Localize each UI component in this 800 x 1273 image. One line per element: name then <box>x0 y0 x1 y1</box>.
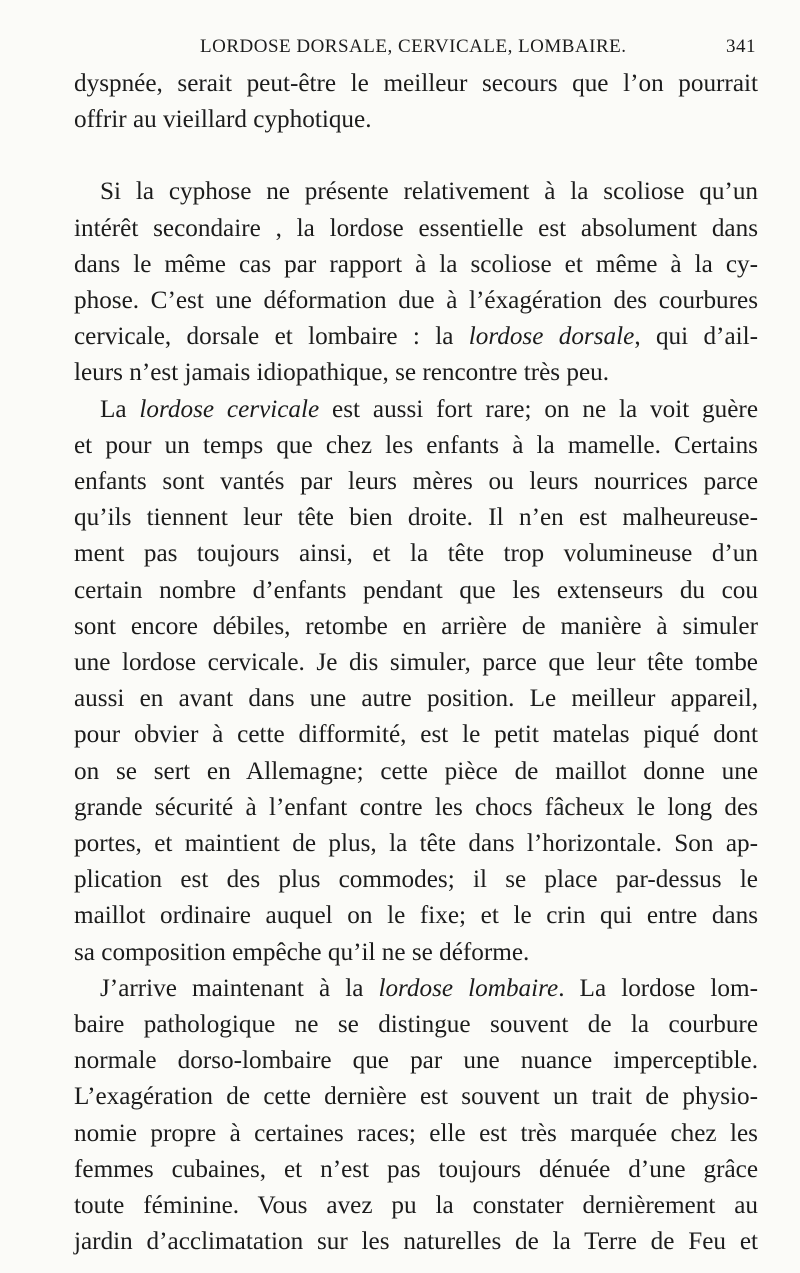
text-line: phose. C’est une déformation due à l’éxagération des courbures <box>74 287 758 315</box>
text-line: baire pathologique ne se distingue souvent de la courbure <box>74 1011 758 1039</box>
text-line: dyspnée, serait peut-être le meilleur secours que l’on pourrait <box>74 70 758 97</box>
book-page <box>74 30 758 1261</box>
text-line: femmes cubaines, et n’est pas toujours dénuée d’une grâce <box>74 1155 758 1183</box>
text-line: intérêt secondaire , la lordose essentielle est absolument dans <box>74 214 758 242</box>
text-line: offrir au vieillard cyphotique. <box>74 106 372 134</box>
text-line: grande sécurité à l’enfant contre les chocs fâcheux le long des <box>74 793 758 821</box>
text-line <box>74 392 758 428</box>
paragraph-2 <box>74 174 758 391</box>
italic-term: lordose lombaire <box>378 974 559 1002</box>
running-head <box>74 30 758 62</box>
text-run: J’arrive maintenant à la <box>100 974 379 1002</box>
text-line: nomie propre à certaines races; elle est très marquée chez les <box>74 1119 758 1147</box>
text-line: sa composition empêche qu’il ne se déforme. <box>74 938 530 966</box>
paragraph-3 <box>74 392 758 971</box>
text-line: maillot ordinaire auquel on le fixe; et le crin qui entre dans <box>74 902 758 930</box>
text-line: ment pas toujours ainsi, et la tête trop volumineuse d’un <box>74 540 758 568</box>
text-line: sont encore débiles, retombe en arrière de manière à simuler <box>74 612 758 640</box>
text-line: une lordose cervicale. Je dis simuler, parce que leur tête tombe <box>74 649 758 677</box>
text-run: cervicale, dorsale et lombaire : la <box>74 323 469 351</box>
text-run: , qui d’ail- <box>634 323 759 351</box>
running-title: LORDOSE DORSALE, CERVICALE, LOMBAIRE. <box>200 36 627 57</box>
body-text <box>74 66 758 1261</box>
text-line <box>74 971 758 1007</box>
text-line: enfants sont vantés par leurs mères ou leurs nourrices parce <box>74 468 758 496</box>
text-line: L’exagération de cette dernière est souvent un trait de physio- <box>74 1083 758 1111</box>
text-run: La <box>100 395 140 423</box>
text-line: plication est des plus commodes; il se place par-dessus le <box>74 866 758 894</box>
text-run: est aussi fort rare; on ne la voit guère <box>319 395 758 423</box>
text-line: portes, et maintient de plus, la tête dans l’horizontale. Son ap- <box>74 830 758 858</box>
text-run: . La lordose lom- <box>558 974 758 1002</box>
text-line: Si la cyphose ne présente relativement à la scoliose qu’un <box>100 178 758 206</box>
paragraph-4 <box>74 971 758 1261</box>
italic-term: lordose dorsale <box>468 323 635 351</box>
text-line: on se sert en Allemagne; cette pièce de maillot donne une <box>74 757 758 785</box>
italic-term: lordose cervicale <box>139 395 320 423</box>
text-line <box>74 319 758 355</box>
text-line: jardin d’acclimatation sur les naturelles de la Terre de Feu et <box>74 1228 758 1256</box>
text-line: toute féminine. Vous avez pu la constater dernièrement au <box>74 1192 758 1220</box>
text-line: leurs n’est jamais idiopathique, se rencontre très peu. <box>74 359 610 387</box>
text-line: normale dorso-lombaire que par une nuance imperceptible. <box>74 1047 758 1075</box>
text-line: et pour un temps que chez les enfants à la mamelle. Certains <box>74 431 758 459</box>
page-number: 341 <box>726 36 756 57</box>
text-line: dans le même cas par rapport à la scoliose et même à la cy- <box>74 250 758 278</box>
text-line: certain nombre d’enfants pendant que les extenseurs du cou <box>74 576 758 604</box>
text-line: aussi en avant dans une autre position. Le meilleur appareil, <box>74 685 758 713</box>
text-line: qu’ils tiennent leur tête bien droite. Il n’en est malheureuse- <box>74 504 758 532</box>
text-line: pour obvier à cette difformité, est le petit matelas piqué dont <box>74 721 758 749</box>
paragraph-1 <box>74 66 758 138</box>
